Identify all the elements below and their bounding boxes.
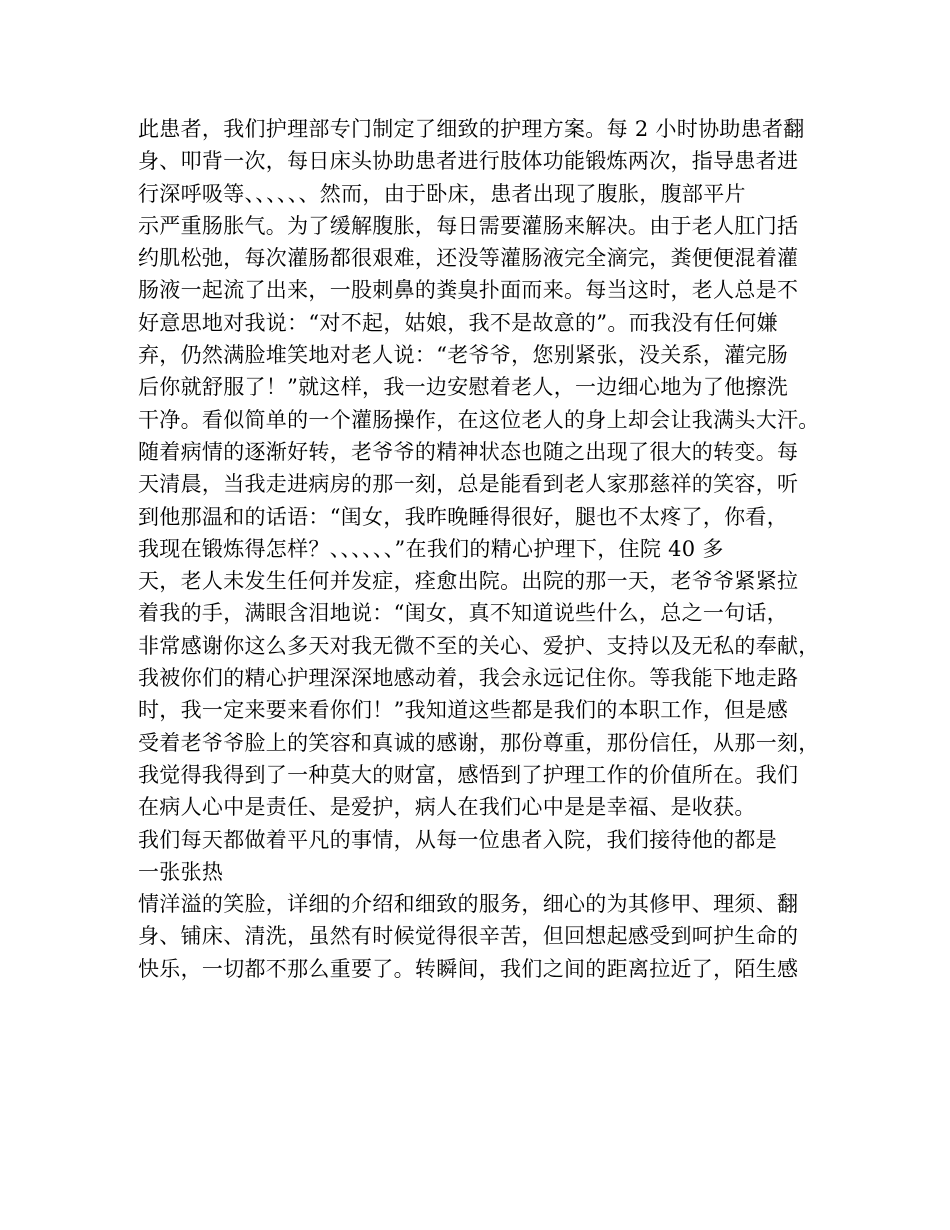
text-line: 弃，仍然满脸堆笑地对老人说：“老爷爷，您别紧张，没关系，灌完肠: [138, 343, 789, 368]
text-line: 此患者，我们护理部专门制定了细致的护理方案。每 2 小时协助患者翻: [138, 117, 805, 141]
text-line: 示严重肠胀气。为了缓解腹胀，每日需要灌肠来解决。由于老人肛门括: [138, 213, 799, 238]
text-line: 时，我一定来要来看你们！”我知道这些都是我们的本职工作，但是感: [138, 698, 789, 723]
text-line: 着我的手，满眼含泪地说：“闺女，真不知道说些什么，总之一句话，: [138, 601, 789, 626]
text-line: 身、叩背一次，每日床头协助患者进行肢体功能锻炼两次，指导患者进: [138, 149, 799, 174]
text-line: 快乐，一切都不那么重要了。转瞬间，我们之间的距离拉近了，陌生感: [138, 956, 799, 981]
text-line: 非常感谢你这么多天对我无微不至的关心、爱护、支持以及无私的奉献，: [138, 633, 820, 658]
text-line: 情洋溢的笑脸，详细的介绍和细致的服务，细心的为其修甲、理须、翻: [138, 892, 799, 917]
text-line: 我被你们的精心护理深深地感动着，我会永远记住你。等我能下地走路: [138, 666, 799, 691]
text-line: 随着病情的逐渐好转，老爷爷的精神状态也随之出现了很大的转变。每: [138, 439, 799, 464]
body-text: [138, 113, 838, 985]
text-line: 我们每天都做着平凡的事情，从每一位患者入院，我们接待他的都是: [138, 827, 777, 852]
text-line: 在病人心中是责任、是爱护，病人在我们心中是是幸福、是收获。: [138, 795, 756, 820]
text-line: 肠液一起流了出来，一股刺鼻的粪臭扑面而来。每当这时，老人总是不: [138, 278, 799, 303]
text-line: 到他那温和的话语：“闺女，我昨晚睡得很好，腿也不太疼了，你看，: [138, 504, 789, 529]
text-line: 约肌松弛，每次灌肠都很艰难，还没等灌肠液完全滴完，粪便便混着灌: [138, 246, 799, 271]
text-line: 好意思地对我说：“对不起，姑娘，我不是故意的”。而我没有任何嫌: [138, 310, 778, 335]
text-line: 后你就舒服了！”就这样，我一边安慰着老人，一边细心地为了他擦洗: [138, 375, 789, 400]
text-line: 身、铺床、清洗，虽然有时候觉得很辛苦，但回想起感受到呵护生命的: [138, 924, 799, 949]
text-line: 一张张热: [138, 859, 224, 884]
text-line: 我觉得我得到了一种莫大的财富，感悟到了护理工作的价值所在。我们: [138, 762, 799, 787]
text-line: 天清晨，当我走进病房的那一刻，总是能看到老人家那慈祥的笑容，听: [138, 472, 799, 497]
text-line: 天，老人未发生任何并发症，痊愈出院。出院的那一天，老爷爷紧紧拉: [138, 569, 799, 594]
text-line: 干净。看似简单的一个灌肠操作，在这位老人的身上却会让我满头大汗。: [138, 407, 820, 432]
text-line: 我现在锻炼得怎样？、、、、、、”在我们的精心护理下，住院 40 多: [138, 536, 724, 561]
text-line: 受着老爷爷脸上的笑容和真诚的感谢，那份尊重，那份信任，从那一刻，: [138, 730, 820, 755]
text-line: 行深呼吸等、、、、、、然而，由于卧床，患者出现了腹胀，腹部平片: [138, 181, 746, 206]
